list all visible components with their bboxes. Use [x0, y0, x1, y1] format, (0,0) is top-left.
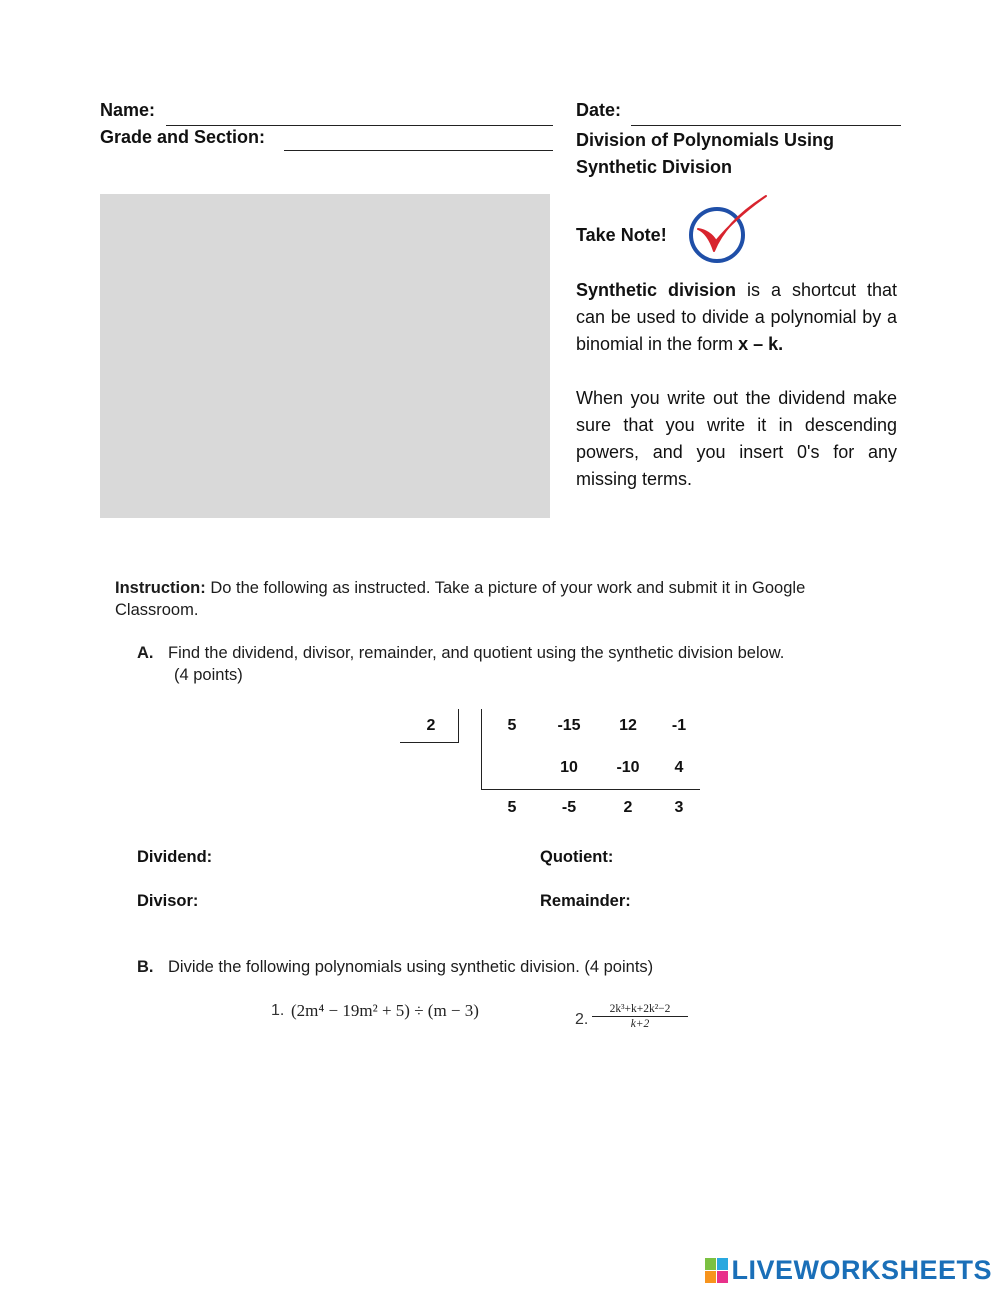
problem-2-fraction — [592, 1003, 688, 1030]
date-input[interactable] — [631, 103, 901, 126]
sd-product: -10 — [616, 759, 640, 776]
brand-text: LIVEWORKSHEETS — [731, 1255, 992, 1285]
binomial-form: x – k. — [738, 334, 784, 354]
note-paragraph-2: When you write out the dividend make sure that you write it in descending powers, and you insert 0's for any missing terms. — [576, 388, 897, 489]
sd-horizontal-bar — [481, 789, 700, 790]
date-label: Date: — [576, 100, 622, 120]
quotient-input[interactable] — [625, 846, 899, 869]
instruction-text: Do the following as instructed. Take a picture of your work and submit it in Google Classroom. — [115, 579, 806, 619]
sd-vertical-bar — [481, 709, 482, 789]
sd-coef: -1 — [671, 717, 687, 734]
sd-result: 3 — [674, 799, 684, 816]
divisor-bracket — [458, 709, 459, 743]
sd-product: 10 — [560, 759, 578, 776]
name-label: Name: — [100, 100, 156, 120]
section-a-points: (4 points) — [174, 666, 243, 684]
grade-section-label: Grade and Section: — [100, 127, 266, 147]
remainder-label: Remainder: — [540, 892, 631, 910]
sd-divisor: 2 — [426, 717, 436, 734]
note-p1-text: is a shortcut that can be used to divide a polynomial by a binomial in the form — [576, 280, 897, 354]
instruction-label: Instruction: — [115, 579, 206, 597]
liveworksheets-blocks-icon — [705, 1258, 729, 1284]
divisor-input[interactable] — [210, 890, 509, 913]
liveworksheets-logo — [705, 1255, 992, 1286]
instruction — [115, 577, 890, 621]
dividend-input[interactable] — [225, 846, 509, 869]
section-a-letter: A. — [137, 644, 154, 662]
remainder-input[interactable] — [645, 890, 899, 913]
fraction-denominator: k+2 — [630, 1018, 650, 1030]
sd-coef: 12 — [619, 717, 637, 734]
sd-result: 2 — [623, 799, 633, 816]
section-b-text: Divide the following polynomials using synthetic division. (4 points) — [168, 958, 654, 976]
section-a-text: Find the dividend, divisor, remainder, and quotient using the synthetic division below. — [168, 644, 785, 662]
page-title — [576, 127, 834, 181]
grade-section-input[interactable] — [284, 128, 553, 151]
sd-product: 4 — [674, 759, 684, 776]
fraction-numerator: 2k³+k+2k²−2 — [592, 1003, 688, 1017]
divisor-underline — [400, 742, 458, 743]
title-line-2: Synthetic Division — [576, 157, 733, 177]
image-placeholder — [100, 194, 550, 518]
note-paragraph-1 — [576, 277, 897, 358]
sd-coef: 5 — [507, 717, 517, 734]
sd-result: 5 — [507, 799, 517, 816]
problem-1-number: 1. — [271, 1002, 285, 1019]
sd-result: -5 — [561, 799, 577, 816]
term-synthetic-division: Synthetic division — [576, 280, 737, 300]
title-line-1: Division of Polynomials Using — [576, 130, 835, 150]
problem-1-expression: (2m⁴ − 19m² + 5) ÷ (m − 3) — [291, 1001, 479, 1020]
sd-coef: -15 — [557, 717, 581, 734]
name-input[interactable] — [166, 103, 553, 126]
take-note-label: Take Note! — [576, 225, 667, 245]
dividend-label: Dividend: — [137, 848, 213, 866]
quotient-label: Quotient: — [540, 848, 614, 866]
problem-2-number: 2. — [575, 1011, 589, 1028]
divisor-label: Divisor: — [137, 892, 199, 910]
section-b-letter: B. — [137, 958, 154, 976]
checkmark-icon — [686, 193, 770, 269]
